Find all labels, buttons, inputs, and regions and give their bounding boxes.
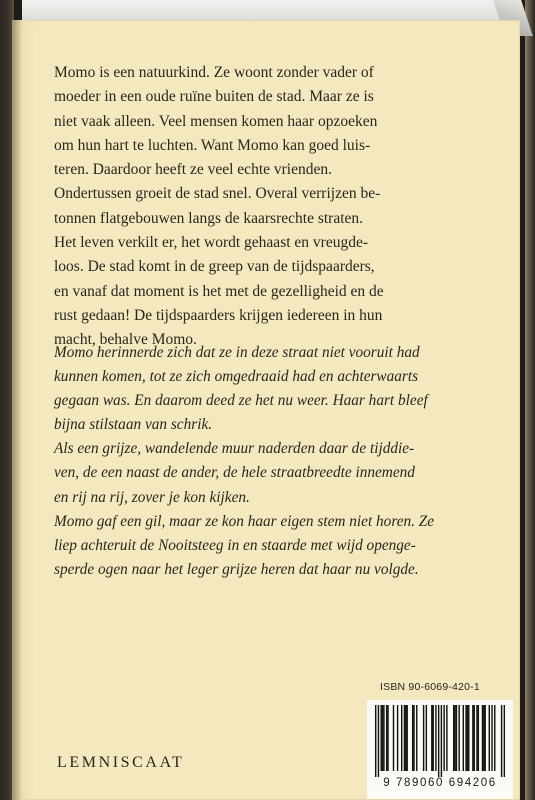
barcode-bar bbox=[401, 705, 402, 771]
barcode-bar bbox=[405, 705, 406, 771]
barcode-bar bbox=[491, 705, 492, 771]
barcode-bar bbox=[454, 705, 455, 771]
spine-shadow bbox=[12, 20, 22, 800]
barcode-bar bbox=[489, 705, 490, 771]
excerpt-line: Momo gaf een gil, maar ze kon haar eigen stem niet horen. Ze bbox=[54, 512, 435, 530]
barcode-number: 9 789060 694206 bbox=[383, 777, 497, 789]
barcode-bar bbox=[413, 705, 414, 771]
barcode-bar bbox=[443, 705, 444, 771]
barcode-bar bbox=[463, 705, 464, 771]
barcode-bar bbox=[387, 705, 388, 771]
isbn-label: ISBN 90-6069-420-1 bbox=[380, 681, 480, 693]
excerpt-line: ven, de een naast de ander, de hele straatbreedte innemend bbox=[54, 464, 415, 482]
excerpt-line: Momo herinnerde zich dat ze in deze straat niet vooruit had bbox=[54, 344, 420, 361]
barcode-bar bbox=[406, 705, 407, 771]
barcode-bar bbox=[393, 705, 394, 771]
barcode-bar bbox=[412, 705, 413, 771]
barcode-bar bbox=[467, 705, 468, 771]
barcode-bar bbox=[378, 705, 379, 777]
blurb-line: Momo is een natuurkind. Ze woont zonder vader of bbox=[54, 64, 374, 81]
excerpt-line: kunnen komen, tot ze zich omgedraaid had en achterwaarts bbox=[54, 368, 419, 386]
blurb-line: rust gedaan! De tijdspaarders krijgen iedereen in hun bbox=[54, 306, 383, 324]
excerpt-line: sperde ogen naar het leger grijze heren dat haar nu volgde. bbox=[54, 560, 419, 578]
blurb-line: loos. De stad komt in de greep van de tijdspaarders, bbox=[54, 258, 375, 276]
blurb-line: en vanaf dat moment is het met de gezelligheid en de bbox=[54, 282, 384, 300]
barcode-bar bbox=[478, 705, 479, 771]
barcode-bar bbox=[468, 705, 469, 771]
barcode-bar bbox=[382, 705, 383, 771]
blurb-text bbox=[54, 61, 484, 353]
barcode-bar bbox=[416, 705, 417, 771]
barcode-bar bbox=[386, 705, 387, 771]
barcode-bar bbox=[397, 705, 398, 771]
blurb-line: moeder in een oude ruïne buiten de stad. Maar ze is bbox=[54, 88, 374, 106]
blurb-line: macht, behalve Momo. bbox=[54, 331, 197, 349]
blurb-line: om hun hart te luchten. Want Momo kan goed luis- bbox=[54, 136, 371, 154]
barcode-bar bbox=[484, 705, 485, 771]
isbn-block bbox=[367, 681, 513, 799]
barcode-bar bbox=[504, 705, 505, 777]
blurb-line: Ondertussen groeit de stad snel. Overal verrijzen be- bbox=[54, 185, 381, 203]
excerpt-line: en rij na rij, zover je kon kijken. bbox=[54, 488, 250, 506]
dust-jacket-top-edge bbox=[22, 0, 512, 21]
barcode-bar bbox=[441, 705, 442, 777]
barcode-bar bbox=[494, 705, 495, 771]
barcode-bar bbox=[380, 705, 381, 771]
barcode-bar bbox=[431, 705, 432, 771]
publisher-name: LEMNISCAAT bbox=[57, 754, 185, 771]
barcode-bar bbox=[446, 705, 447, 771]
barcode-bar bbox=[383, 705, 384, 771]
barcode-bar bbox=[465, 705, 466, 771]
barcode-bar bbox=[432, 705, 433, 771]
blurb-line: teren. Daardoor heeft ze veel echte vrienden. bbox=[54, 161, 332, 179]
barcode-bar bbox=[482, 705, 483, 771]
barcode-bar bbox=[426, 705, 427, 771]
barcode-bar bbox=[438, 705, 439, 777]
excerpt-text bbox=[54, 341, 494, 582]
barcode-bar bbox=[458, 705, 459, 771]
barcode bbox=[375, 705, 505, 777]
barcode-bar bbox=[435, 705, 436, 771]
background-photo-right bbox=[525, 0, 535, 800]
barcode-bar bbox=[474, 705, 475, 771]
barcode-bar bbox=[423, 705, 424, 771]
barcode-bar bbox=[483, 705, 484, 771]
barcode-bar bbox=[472, 705, 473, 771]
barcode-bar bbox=[476, 705, 477, 771]
excerpt-line: bijna stilstaan van schrik. bbox=[54, 416, 213, 434]
barcode-bar bbox=[404, 705, 405, 771]
blurb-line: niet vaak alleen. Veel mensen komen haar opzoeken bbox=[54, 112, 378, 130]
excerpt-line: gegaan was. En daarom deed ze het nu weer. Haar hart bleef bbox=[54, 392, 428, 410]
excerpt-line: liep achteruit de Nooitsteeg in en staarde met wijd openge- bbox=[54, 536, 416, 554]
barcode-bar bbox=[453, 705, 454, 771]
barcode-bar bbox=[501, 705, 502, 777]
barcode-bar bbox=[375, 705, 376, 777]
blurb-line: Het leven verkilt er, het wordt gehaast en vreugde- bbox=[54, 234, 368, 252]
blurb-line: tonnen flatgebouwen langs de kaarsrechte straten. bbox=[54, 209, 364, 227]
barcode-bar bbox=[456, 705, 457, 771]
excerpt-line: Als een grijze, wandelende muur naderden daar de tijddie- bbox=[54, 440, 415, 458]
